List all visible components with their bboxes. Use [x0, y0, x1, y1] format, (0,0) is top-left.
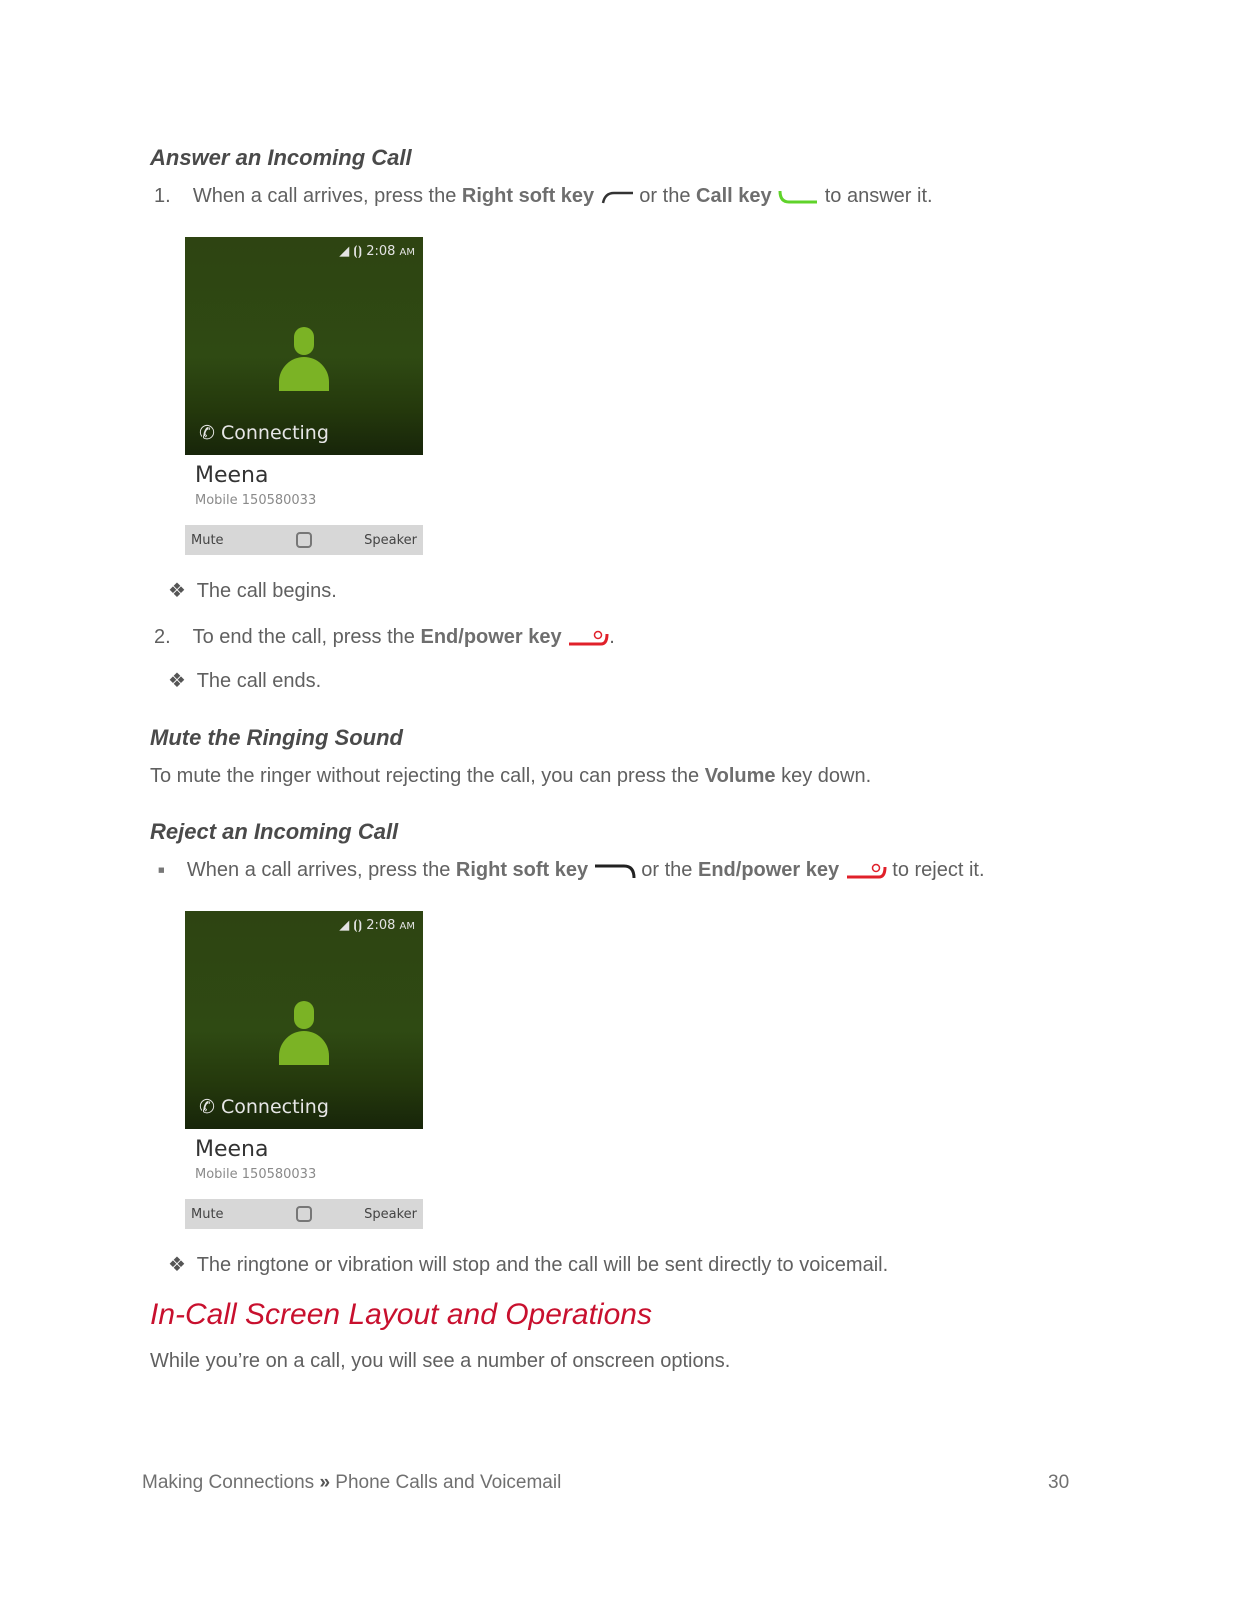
section-heading-reject: Reject an Incoming Call	[150, 819, 399, 844]
center-key-icon[interactable]	[296, 1206, 312, 1222]
speaker-softkey[interactable]: Speaker	[364, 533, 417, 548]
contact-info	[185, 1129, 423, 1199]
step-text: or the	[639, 185, 691, 207]
signal-icon: ◢	[339, 244, 350, 259]
step-text: When a call arrives, press the	[186, 859, 451, 881]
step-text: .	[609, 626, 615, 648]
key-name: Volume	[704, 765, 776, 787]
diamond-bullet-icon: ❖	[168, 670, 186, 692]
phone-screenshot-reject	[185, 911, 423, 1229]
key-name: End/power key	[420, 626, 562, 648]
result-1	[168, 578, 337, 603]
signal-icon: ◢	[339, 918, 350, 933]
key-name: Right soft key	[455, 859, 589, 881]
contact-number: Mobile 150580033	[195, 1167, 317, 1182]
result-text: The call begins.	[196, 580, 337, 602]
step-text: To end the call, press the	[192, 626, 415, 648]
right-soft-key-icon	[600, 188, 634, 206]
key-name: Right soft key	[461, 185, 595, 207]
mute-paragraph	[150, 765, 871, 788]
center-key-icon[interactable]	[296, 532, 312, 548]
right-soft-key-icon	[594, 861, 636, 881]
end-power-key-icon	[567, 628, 609, 648]
key-name: Call key	[696, 185, 772, 207]
clock-ampm: AM	[399, 921, 415, 932]
contact-info	[185, 455, 423, 525]
page-number: 30	[1048, 1472, 1070, 1493]
step-text: to answer it.	[824, 185, 933, 207]
contact-avatar-icon	[294, 327, 314, 355]
result-2	[168, 668, 321, 693]
end-power-key-icon	[845, 861, 887, 881]
step-text: or the	[641, 859, 693, 881]
result-text: The call ends.	[196, 670, 322, 692]
call-screen	[185, 911, 423, 1129]
result-text: The ringtone or vibration will stop and the call will be sent directly to voicemail.	[196, 1254, 889, 1276]
step-text: When a call arrives, press the	[192, 185, 457, 207]
result-3	[168, 1252, 888, 1277]
step-2	[154, 626, 615, 649]
speaker-softkey[interactable]: Speaker	[364, 1207, 417, 1222]
step-text: to reject it.	[892, 859, 985, 881]
section-heading-answer: Answer an Incoming Call	[150, 145, 412, 170]
call-screen	[185, 237, 423, 455]
footer-chapter: Making Connections	[142, 1472, 315, 1493]
clock-ampm: AM	[399, 247, 415, 258]
call-status-label: Connecting	[220, 1096, 329, 1118]
mute-softkey[interactable]: Mute	[191, 1207, 224, 1222]
paragraph-text: key down.	[781, 765, 872, 787]
contact-avatar-body	[279, 1031, 329, 1065]
paragraph-text: To mute the ringer without rejecting the call, you can press the	[150, 765, 700, 787]
reject-bullet	[158, 859, 985, 882]
in-call-paragraph: While you’re on a call, you will see a number of onscreen options.	[150, 1350, 731, 1372]
clock: 2:08	[366, 918, 396, 933]
clock: 2:08	[366, 244, 396, 259]
call-key-icon	[777, 188, 819, 206]
status-bar	[339, 918, 415, 933]
step-number: 2.	[154, 626, 171, 648]
contact-avatar-icon	[294, 1001, 314, 1029]
soft-key-bar	[185, 525, 423, 555]
diamond-bullet-icon: ❖	[168, 580, 186, 602]
data-icon: ⦗⦘	[353, 918, 363, 933]
outgoing-call-icon: ✆	[199, 1096, 215, 1118]
step-1	[154, 185, 933, 208]
outgoing-call-icon: ✆	[199, 422, 215, 444]
soft-key-bar	[185, 1199, 423, 1229]
phone-screenshot-answer	[185, 237, 423, 555]
call-status-label: Connecting	[220, 422, 329, 444]
diamond-bullet-icon: ❖	[168, 1254, 186, 1276]
key-name: End/power key	[697, 859, 840, 881]
square-bullet-icon: ■	[158, 864, 165, 877]
data-icon: ⦗⦘	[353, 244, 363, 259]
contact-avatar-body	[279, 357, 329, 391]
mute-softkey[interactable]: Mute	[191, 533, 224, 548]
footer-breadcrumb	[142, 1472, 561, 1494]
call-status	[199, 1096, 329, 1118]
section-heading-in-call: In-Call Screen Layout and Operations	[150, 1298, 652, 1331]
contact-name: Meena	[195, 463, 269, 488]
section-heading-mute: Mute the Ringing Sound	[150, 725, 403, 750]
breadcrumb-separator-icon: »	[319, 1472, 331, 1493]
contact-name: Meena	[195, 1137, 269, 1162]
footer-section: Phone Calls and Voicemail	[335, 1472, 562, 1493]
status-bar	[339, 244, 415, 259]
step-number: 1.	[154, 185, 171, 207]
call-status	[199, 422, 329, 444]
contact-number: Mobile 150580033	[195, 493, 317, 508]
